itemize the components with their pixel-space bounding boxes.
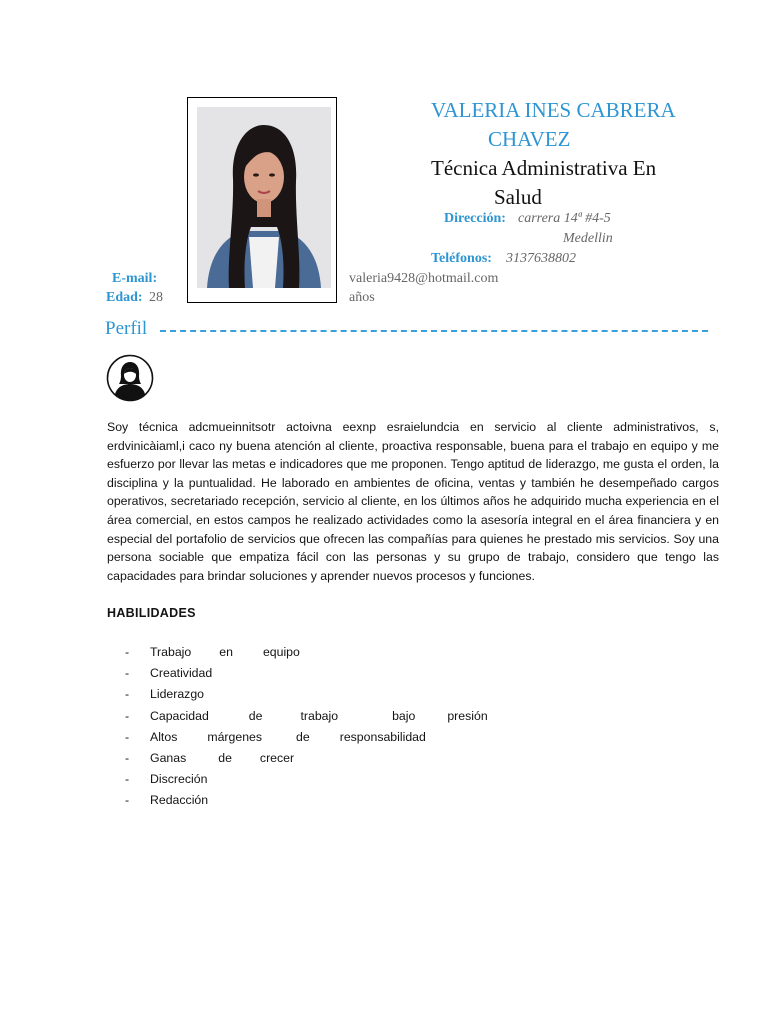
portrait-image: [197, 107, 331, 288]
skill-label: Altos márgenes de responsabilidad: [150, 729, 426, 744]
job-title-line-2: Salud: [494, 185, 542, 209]
profile-photo: [197, 107, 331, 288]
skill-label: Creatividad: [150, 666, 213, 681]
skill-label: Redacción: [150, 793, 209, 808]
skill-label: Liderazgo: [150, 687, 205, 702]
bullet-dash: -: [125, 750, 130, 765]
bullet-dash: -: [125, 666, 130, 681]
section-divider: [160, 330, 708, 332]
address-label: Dirección:: [444, 211, 506, 226]
job-title-line-1: Técnica Administrativa En: [431, 156, 657, 180]
age-value: 28: [149, 290, 163, 305]
skill-label: Discreción: [150, 772, 208, 787]
skill-label: Capacidad de trabajo bajo presión: [150, 708, 488, 723]
age-label: Edad:: [106, 290, 143, 305]
user-avatar-icon: [106, 354, 154, 402]
bullet-dash: -: [125, 772, 130, 787]
age-unit: años: [349, 290, 375, 305]
city-value: Medellin: [563, 231, 613, 246]
skills-heading: HABILIDADES: [107, 606, 196, 620]
bullet-dash: -: [125, 708, 130, 723]
bullet-dash: -: [125, 645, 130, 659]
phone-value: 3137638802: [506, 251, 576, 266]
profile-photo-frame: [187, 97, 337, 303]
profile-summary: Soy técnica adcmueinnitsotr actoivna eexnp esraielundcia en servicio al cliente administrativos, s, erdvinicàiaml,i caco ny buena atención al cliente, proactiva responsable, buena para el trabajo en equipo y me esfuerzo por llevar las metas e indicadores que me proponen. Tengo aptitud de liderazgo, me gusta el orden, la disciplina y la puntualidad. He laborado en ambientes de oficina, ventas y también he desempeñado cargos operativos, secretariado recepción, servicio al cliente, en los últimos años he adquirido mucha experiencia en el área comercial, en estos campos he realizado actividades como la asesoría integral en el área financiera y en especial del portafolio de servicios que ofrecen las compañías para quienes he prestado mis servicios. Soy una persona sociable que empatiza fácil con las personas y su grupo de trabajo, considero que tengo las capacidades para brindar soluciones y aprender nuevos procesos y funciones.: [107, 420, 719, 583]
full-name-line-2: CHAVEZ: [488, 127, 571, 151]
phone-label: Teléfonos:: [431, 251, 492, 266]
address-value: carrera 14ª #4-5: [518, 211, 611, 226]
email-value[interactable]: valeria9428@hotmail.com: [349, 271, 499, 286]
email-label: E-mail:: [112, 271, 158, 286]
skill-label: Ganas de crecer: [150, 750, 295, 765]
skill-label: Trabajo en equipo: [150, 645, 300, 659]
bullet-dash: -: [125, 729, 130, 744]
full-name-line-1: VALERIA INES CABRERA: [431, 98, 676, 122]
profile-section-title: Perfil: [105, 318, 148, 339]
bullet-dash: -: [125, 687, 130, 702]
bullet-dash: -: [125, 793, 130, 808]
